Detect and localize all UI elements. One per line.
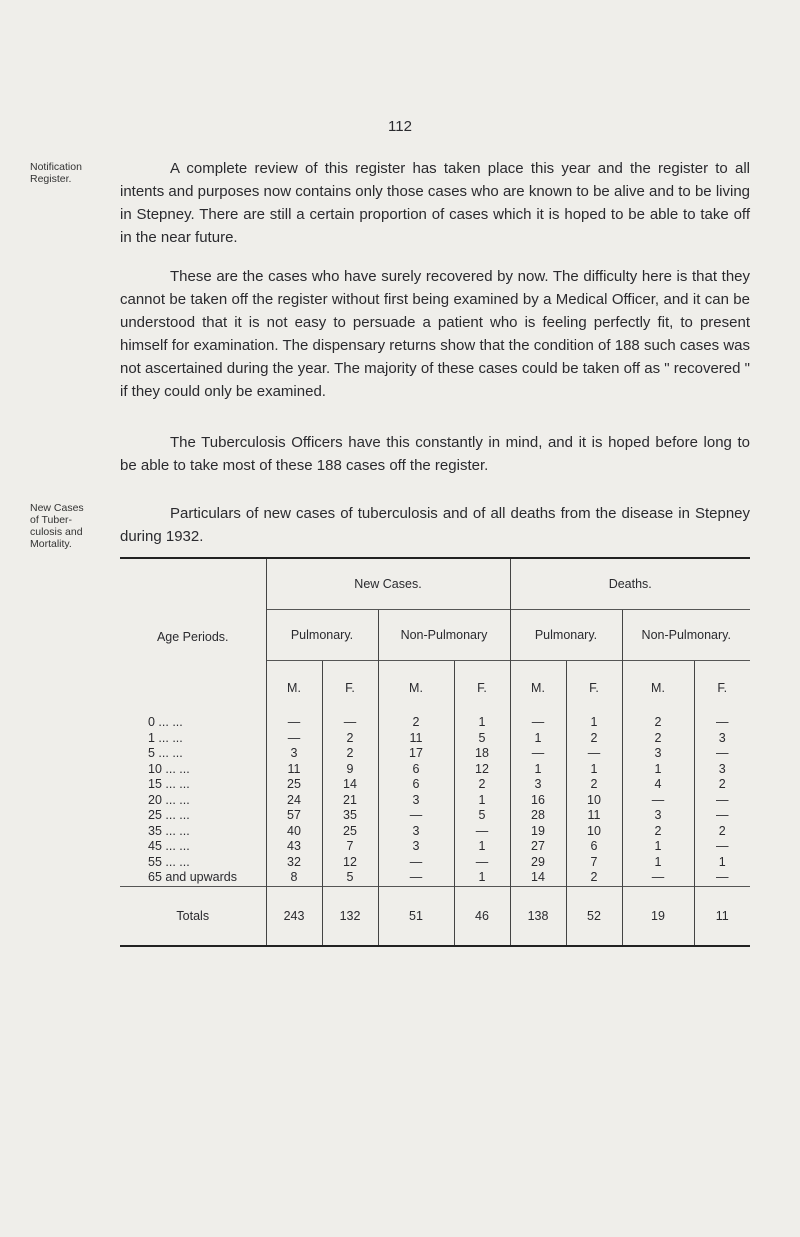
table-cell: — [454,824,510,840]
deaths-nonpulmonary-header: Non-Pulmonary. [622,610,750,661]
table-cell: — [694,839,750,855]
table-row [120,824,750,840]
table-cell: 3 [378,824,454,840]
total-cell: 132 [322,886,378,946]
age-period: 55 ... ... [148,854,190,869]
total-cell: 138 [510,886,566,946]
table-cell: 3 [622,746,694,762]
table-cell: 2 [566,870,622,886]
col-f: F. [322,661,378,716]
table-cell: 1 [622,762,694,778]
table-row [120,777,750,793]
table-cell: — [566,746,622,762]
table-cell: 5 [454,808,510,824]
margin-note-line: Mortality. [30,538,72,550]
table-cell: 3 [694,762,750,778]
table-cell: 25 [322,824,378,840]
table-cell: 14 [510,870,566,886]
table-cell: 1 [566,762,622,778]
table-cell: 24 [266,793,322,809]
table-cell: 11 [266,762,322,778]
table-cell: — [622,870,694,886]
table-cell: 2 [322,746,378,762]
new-cases-header: New Cases. [266,558,510,610]
paragraph-difficulty [120,265,750,403]
table-cell: 32 [266,855,322,871]
table-cell: — [694,808,750,824]
margin-note-new-cases [30,502,84,550]
table-cell: 21 [322,793,378,809]
paragraph-register-review [120,157,750,249]
paragraph-tb-officers [120,431,750,477]
totals-row [120,886,750,946]
table-cell: 8 [266,870,322,886]
table-cell: 16 [510,793,566,809]
table-cell: 2 [566,777,622,793]
table-cell: 1 [454,839,510,855]
margin-note-line: culosis and [30,526,83,538]
age-period: 45 ... ... [148,839,190,853]
col-f: F. [694,661,750,716]
total-cell: 51 [378,886,454,946]
col-m: M. [378,661,454,716]
table-row [120,839,750,855]
table-cell: 1 [510,731,566,747]
table-cell: 57 [266,808,322,824]
table-cell: 2 [622,824,694,840]
total-cell: 46 [454,886,510,946]
table-cell: — [266,731,322,747]
table-cell: — [510,746,566,762]
table-cell: 10 [566,824,622,840]
total-cell: 243 [266,886,322,946]
table-cell: 2 [622,731,694,747]
table-cell: — [694,746,750,762]
table-cell: 4 [622,777,694,793]
table-cell: 11 [566,808,622,824]
totals-label: Totals [120,886,266,946]
new-nonpulmonary-header: Non-Pulmonary [378,610,510,661]
page-number: 112 [388,118,412,135]
table-cell: 3 [622,808,694,824]
table-row [120,715,750,731]
table-cell: 1 [566,715,622,731]
table-cell: 1 [454,870,510,886]
age-period: 5 ... ... [148,746,183,760]
total-cell: 52 [566,886,622,946]
table-row [120,746,750,762]
total-cell: 19 [622,886,694,946]
table-cell: — [454,855,510,871]
table-row [120,808,750,824]
paragraph-particulars [120,502,750,548]
table-cell: 2 [694,824,750,840]
deaths-pulmonary-header: Pulmonary. [510,610,622,661]
paragraph-text: Particulars of new cases of tuberculosis and of all deaths from the disease in Stepney during 1932. [120,505,750,545]
table-cell: 2 [454,777,510,793]
table-cell: 1 [510,762,566,778]
table-row [120,731,750,747]
table-cell: 43 [266,839,322,855]
table-cell: — [694,715,750,731]
age-period: 65 and upwards [148,870,237,884]
table-cell: 14 [322,777,378,793]
new-pulmonary-header: Pulmonary. [266,610,378,661]
margin-note-line: New Cases [30,502,84,514]
age-period: 0 ... ... [148,715,183,729]
table-cell: 40 [266,824,322,840]
table-row [120,793,750,809]
table-cell: 1 [622,855,694,871]
table-cell: 27 [510,839,566,855]
table-cell: 2 [622,715,694,731]
table-cell: 9 [322,762,378,778]
table-cell: 5 [322,870,378,886]
table-cell: 35 [322,808,378,824]
table-cell: 7 [322,839,378,855]
table-cell: — [378,855,454,871]
table-cell: 3 [266,746,322,762]
table-cell: 2 [378,715,454,731]
age-period: 35 ... ... [148,823,190,838]
paragraph-text: A complete review of this register has taken place this year and the register to all intents and purposes now contains only those cases who are known to be alive and to be living in Stepney. There are still a certain proportion of cases which it is hoped to be able to take off in the near future. [120,160,750,246]
age-period: 10 ... ... [148,761,190,776]
table-cell: — [694,793,750,809]
age-period: 20 ... ... [148,792,190,807]
table-cell: — [694,870,750,886]
col-f: F. [454,661,510,716]
col-m: M. [266,661,322,716]
table-cell: — [378,808,454,824]
table-cell: 2 [566,731,622,747]
margin-note-line: Register. [30,173,72,185]
table-cell: 2 [694,777,750,793]
margin-note-notification [30,161,82,185]
table-cell: 1 [454,793,510,809]
paragraph-text: The Tuberculosis Officers have this constantly in mind, and it is hoped before long to be able to take most of these 188 cases off the register. [120,434,750,474]
deaths-header: Deaths. [510,558,750,610]
age-period: 1 ... ... [148,730,183,745]
age-period: 25 ... ... [148,808,190,822]
paragraph-text: These are the cases who have surely recovered by now. The difficulty here is that they cannot be taken off the register without first being examined by a Medical Officer, and it can be understood that it is not easy to persuade a patient who is feeling perfectly fit, to present himself for examination. The dispensary returns show that the condition of 188 such cases was not ascertained during the year. The majority of these cases could be taken off as " recovered " if they could only be examined. [120,268,750,400]
table-cell: 6 [566,839,622,855]
table-cell: 28 [510,808,566,824]
age-period: 15 ... ... [148,777,190,791]
table-body [120,715,750,886]
table-cell: — [322,715,378,731]
tuberculosis-table [120,557,750,947]
table-cell: — [378,870,454,886]
table-cell: 12 [454,762,510,778]
table-cell: — [622,793,694,809]
table-row [120,762,750,778]
table-cell: 6 [378,777,454,793]
margin-note-line: Notification [30,161,82,173]
table-cell: 1 [622,839,694,855]
table-cell: 3 [378,839,454,855]
col-m: M. [622,661,694,716]
table-cell: 3 [510,777,566,793]
margin-note-line: of Tuber- [30,514,73,526]
table-cell: 2 [322,731,378,747]
table-cell: 17 [378,746,454,762]
table-cell: 3 [378,793,454,809]
table-cell: 6 [378,762,454,778]
table-cell: 29 [510,855,566,871]
col-m: M. [510,661,566,716]
table-cell: 3 [694,731,750,747]
age-periods-header: Age Periods. [156,630,229,644]
table-cell: 19 [510,824,566,840]
table-cell: 1 [694,855,750,871]
table-cell: 1 [454,715,510,731]
table-row [120,855,750,871]
table-cell: 5 [454,731,510,747]
table-cell: 18 [454,746,510,762]
table-cell: 12 [322,855,378,871]
table-cell: — [510,715,566,731]
table-cell: 11 [378,731,454,747]
table-cell: 7 [566,855,622,871]
table-cell: — [266,715,322,731]
table-cell: 25 [266,777,322,793]
table-cell: 10 [566,793,622,809]
col-f: F. [566,661,622,716]
total-cell: 11 [694,886,750,946]
table-row [120,870,750,886]
